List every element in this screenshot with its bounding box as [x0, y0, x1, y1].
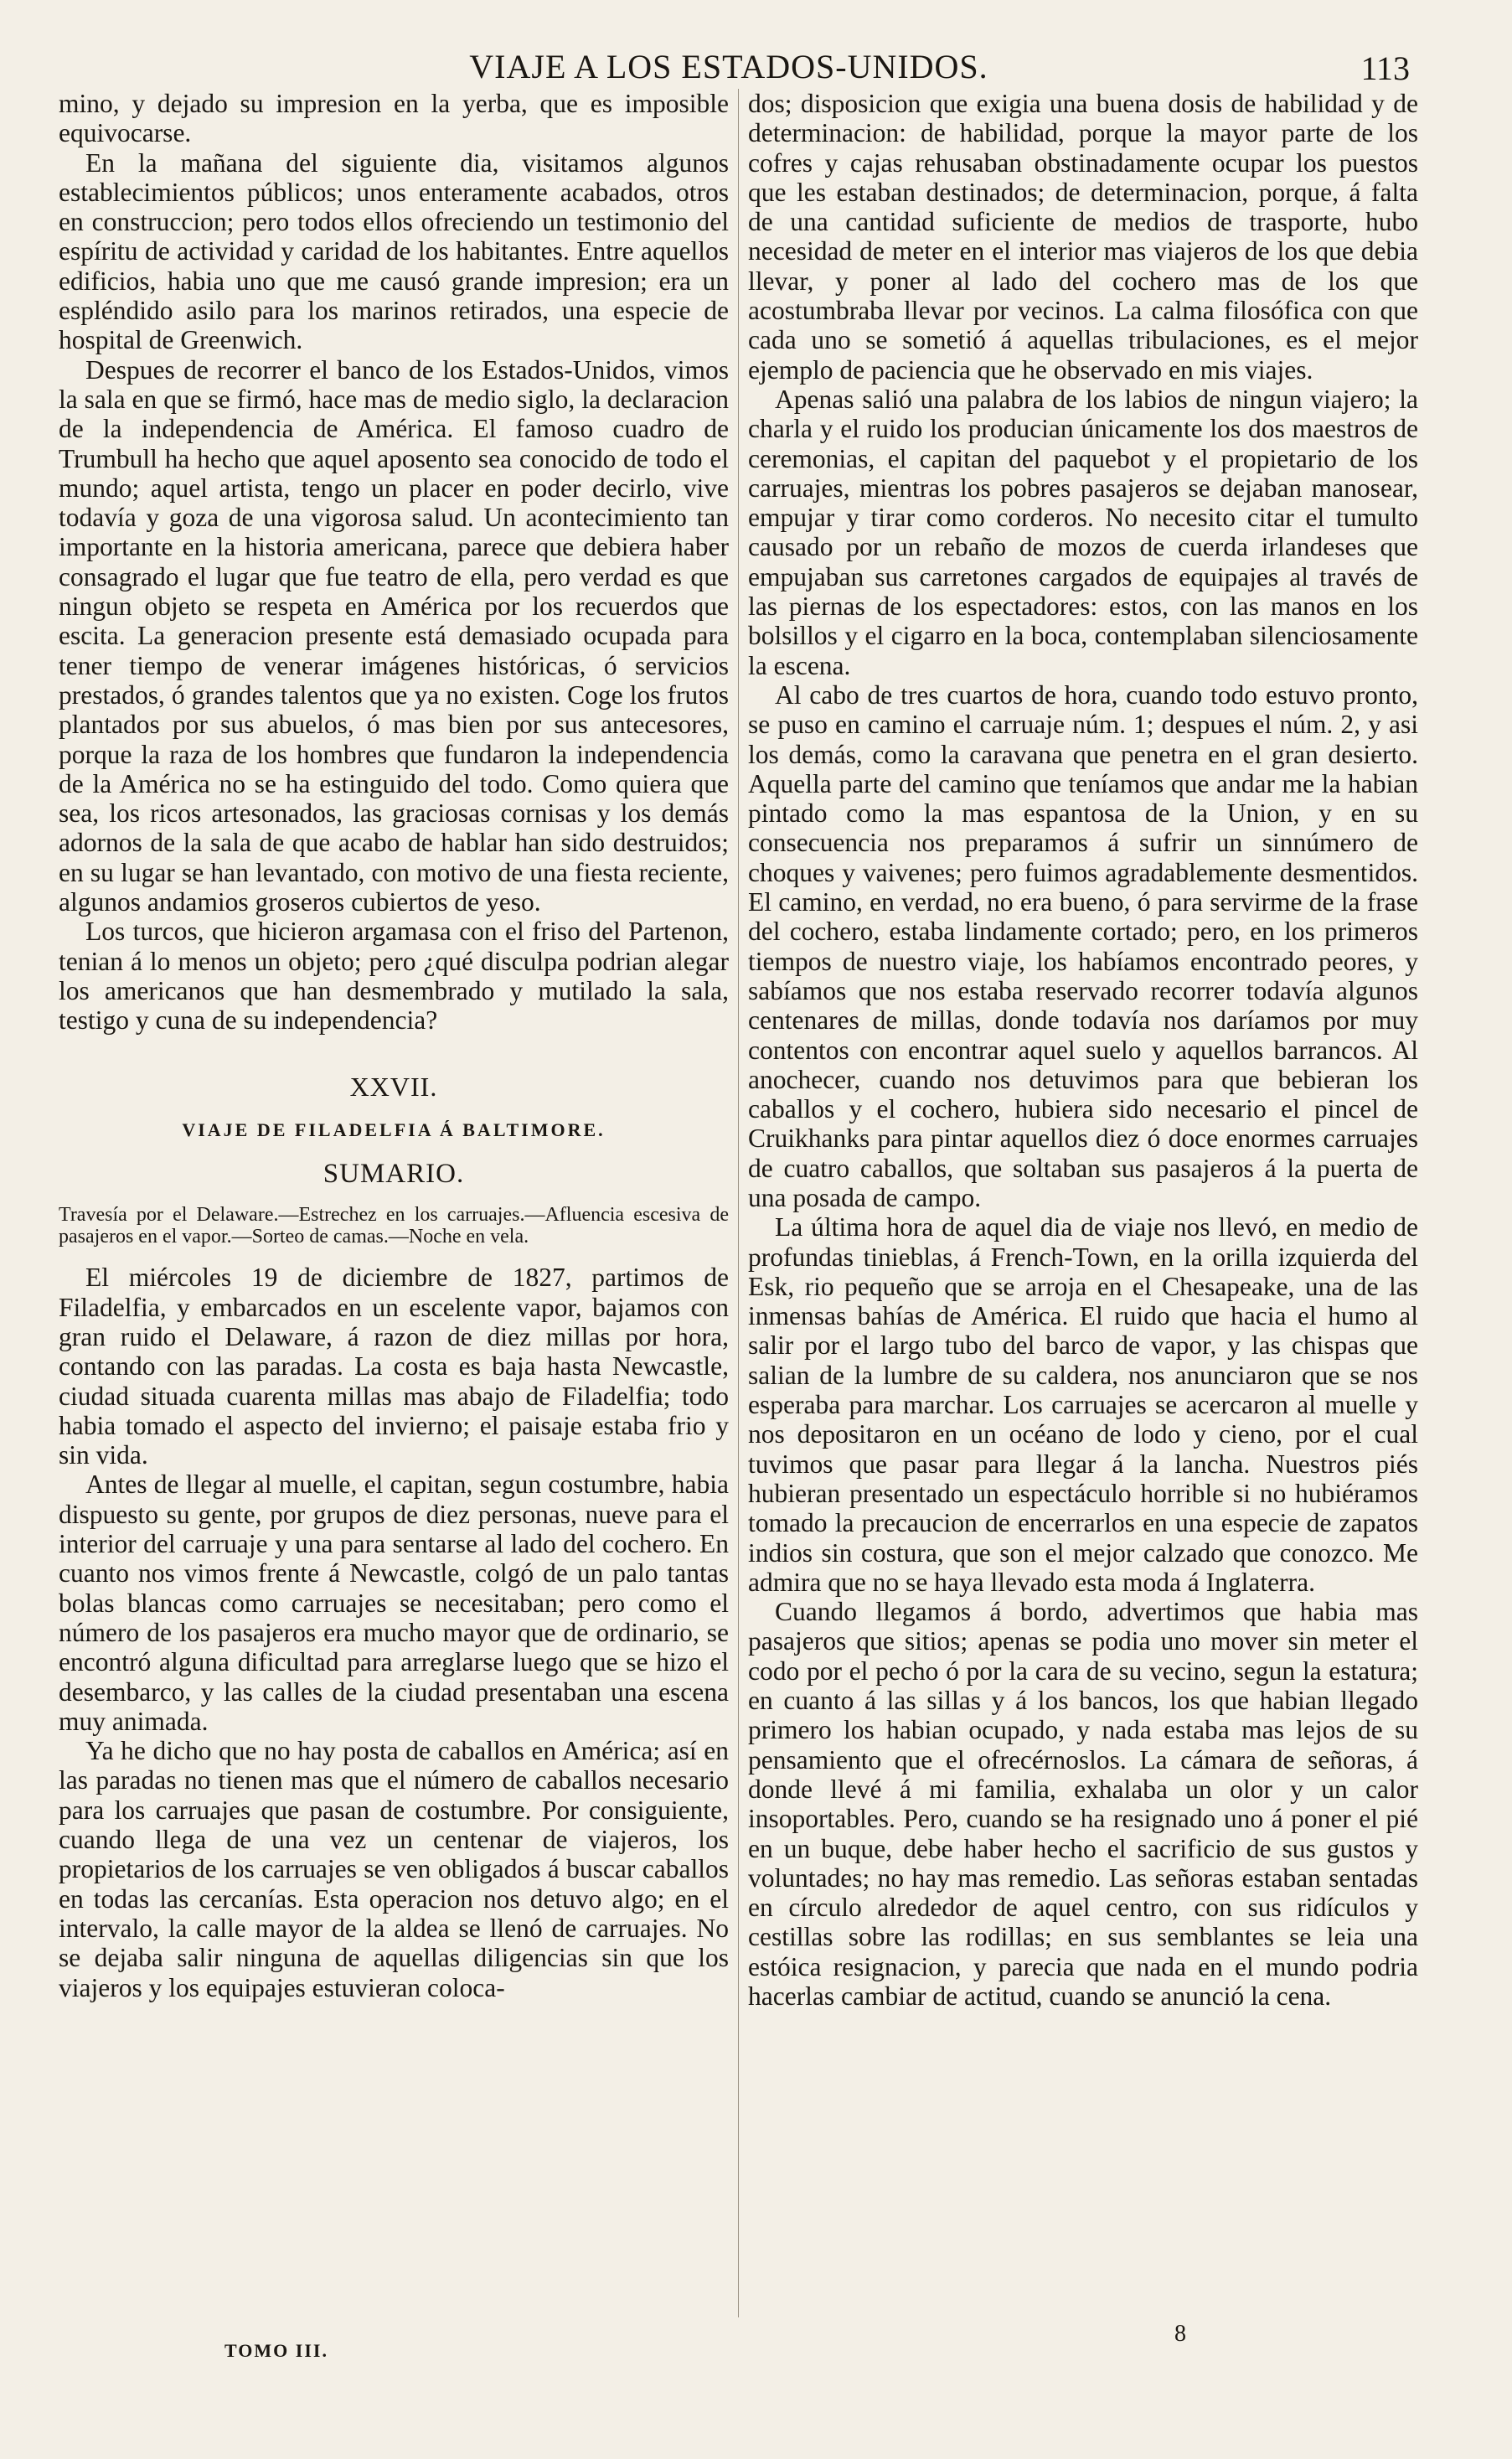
- chapter-title: VIAJE DE FILADELFIA Á BALTIMORE.: [182, 1118, 606, 1140]
- paragraph: Al cabo de tres cuartos de hora, cuando todo estuvo pronto, se puso en camino el carruaje núm. 1; despues el núm. 2, y asi los demás, como la caravana que penetra en el gran desierto. Aquella parte del camino que teníamos que andar me la habian pintado como la mas espantosa de la Union, y en su consecuencia nos preparamos á sufrir un sinnúmero de choques y vaivenes; pero fuimos agradablemente desmentidos. El camino, en verdad, no era bueno, ó para servirme de la frase del cochero, estaba lindamente cortado; pero, en los primeros tiempos de nuestro viaje, los habíamos encontrado peores, y sabíamos que nos estaba reservado recorrer todavía algunos centenares de millas, donde todavía nos daríamos por muy contentos con encontrar aquel suelo y aquellos barrancos. Al anochecer, cuando nos detuvimos para que bebieran los caballos y el cochero, hubiera sido necesario el pincel de Cruikhanks para pintar aquellos diez ó doce enormes carruajes de cuatro caballos, que soltaban sus pasajeros á la puerta de una posada de campo.: [748, 679, 1418, 1212]
- summary-heading: SUMARIO.: [323, 1159, 465, 1190]
- paragraph: mino, y dejado su impresion en la yerba, que es imposible equivocarse.: [59, 89, 729, 148]
- paragraph: En la mañana del siguiente dia, visitamos algunos establecimientos públicos; unos enteramente acabados, otros en construccion; pero todos ellos ofreciendo un testimonio del espíritu de actividad y caridad de los habitantes. Entre aquellos edificios, habia uno que me causó grande impresion; era un espléndido asilo para los marinos retirados, una especie de hospital de Greenwich.: [59, 147, 729, 355]
- page-number: 113: [1360, 49, 1410, 87]
- signature-mark: 8: [1174, 2321, 1186, 2347]
- running-title: VIAJE A LOS ESTADOS-UNIDOS.: [469, 48, 988, 85]
- paragraph: Apenas salió una palabra de los labios de ningun viajero; la charla y el ruido los producian únicamente los dos maestros de ceremonias, el capitan del paquebot y el propietario de los carruajes, mientras los pobres pasajeros se dejaban manosear, empujar y tirar como corderos. No necesito citar el tumulto causado por un rebaño de mozos de cuerda irlandeses que empujaban sus carretones cargados de equipajes al través de las piernas de los espectadores: estos, con las manos en los bolsillos y el cigarro en la boca, contemplaban silenciosamente la escena.: [748, 384, 1418, 680]
- summary-text: Travesía por el Delaware.—Estrechez en los carruajes.—Afluencia escesiva de pasajeros en el vapor.—Sorteo de camas.—Noche en vela.: [59, 1204, 729, 1248]
- volume-label: TOMO III.: [224, 2340, 328, 2361]
- paragraph: Ya he dicho que no hay posta de caballos en América; así en las paradas no tienen mas que el número de caballos necesario para los carruajes que pasan de costumbre. Por consiguiente, cuando llega de una vez un centenar de viajeros, los propietarios de los carruajes se ven obligados á buscar caballos en todas las cercanías. Esta operacion nos detuvo algo; en el intervalo, la calle mayor de la aldea se llenó de carruajes. No se dejaba salir ninguna de aquellas diligencias sin que los viajeros y los equipajes estuvieran coloca-: [59, 1736, 729, 2002]
- paragraph: dos; disposicion que exigia una buena dosis de habilidad y de determinacion: de habilidad, porque la mayor parte de los cofres y cajas rehusaban obstinadamente ocupar los puestos que les estaban destinados; de determinacion, porque, á falta de una cantidad suficiente de medios de trasporte, hubo necesidad de meter en el interior mas viajeros de los que debia llevar, y poner al lado del cochero mas de los que acostumbraba llevar por vecinos. La calma filosófica con que cada uno se sometió á aquellas tribulaciones, es el mejor ejemplo de paciencia que he observado en mis viajes.: [748, 89, 1418, 385]
- paragraph: Los turcos, que hicieron argamasa con el friso del Partenon, tenian á lo menos un objeto; pero ¿qué disculpa podrian alegar los americanos que han desmembrado y mutilado la sala, testigo y cuna de su independencia?: [59, 917, 729, 1036]
- right-column: [748, 89, 1418, 2011]
- paragraph: La última hora de aquel dia de viaje nos llevó, en medio de profundas tinieblas, á French-Town, en la orilla izquierda del Esk, rio pequeño que se arroja en el Chesapeake, una de las inmensas bahías de América. El ruido que hacia el humo al salir por el largo tubo del barco de vapor, y las chispas que salian de la lumbre de su caldera, nos anunciaron que se nos esperaba para marchar. Los carruajes se acercaron al muelle y nos depositaron en un océano de lodo y cieno, por el cual tuvimos que pasar para llegar á la lancha. Nuestros piés hubieran presentado un espectáculo horrible si no hubiéramos tomado la precaucion de encerrarlos en una especie de zapatos indios sin costura, que son el mejor calzado que conozco. Me admira que no se haya llevado esta moda á Inglaterra.: [748, 1212, 1418, 1597]
- paragraph: Despues de recorrer el banco de los Estados-Unidos, vimos la sala en que se firmó, hace mas de medio siglo, la declaracion de la independencia de América. El famoso cuadro de Trumbull ha hecho que aquel aposento sea conocido de todo el mundo; aquel artista, tengo un placer en poder decirlo, vive todavía y goza de una vigorosa salud. Un acontecimiento tan importante en la historia americana, parece que debiera haber consagrado el lugar que fue teatro de ella, pero verdad es que ningun objeto se respeta en América por los recuerdos que escita. La generacion presente está demasiado ocupada para tener tiempo de venerar imágenes históricas, ó servicios prestados, ó grandes talentos que ya no existen. Coge los frutos plantados por sus abuelos, ó mas bien por sus antecesores, porque la raza de los hombres que fundaron la independencia de la América no se ha estinguido del todo. Como quiera que sea, los ricos artesonados, las graciosas cornisas y los demás adornos de la sala de que acabo de hablar han sido destruidos; en su lugar se han levantado, con motivo de una fiesta reciente, algunos andamios groseros cubiertos de yeso.: [59, 354, 729, 917]
- paragraph: Antes de llegar al muelle, el capitan, segun costumbre, habia dispuesto su gente, por grupos de diez personas, nueve para el interior del carruaje y una para sentarse al lado del cochero. En cuanto nos vimos frente á Newcastle, colgó de un palo tantas bolas blancas como carruajes se necesitaban; pero como el número de los pasajeros era mucho mayor que de ordinario, se encontró alguna dificultad para arreglarse luego que se hizo el desembarco, y las calles de la ciudad presentaban una escena muy animada.: [59, 1470, 729, 1736]
- left-column: [59, 89, 729, 2002]
- paragraph: El miércoles 19 de diciembre de 1827, partimos de Filadelfia, y embarcados en un escelente vapor, bajamos con gran ruido el Delaware, á razon de diez millas por hora, contando con las paradas. La costa es baja hasta Newcastle, ciudad situada cuarenta millas mas abajo de Filadelfia; todo habia tomado el aspecto del invierno; el paisaje estaba frio y sin vida.: [59, 1263, 729, 1470]
- paragraph: Cuando llegamos á bordo, advertimos que habia mas pasajeros que sitios; apenas se podia uno mover sin meter el codo por el pecho ó por la cara de su vecino, segun la estatura; en cuanto á las sillas y á los bancos, los que habian llegado primero los habian ocupado, y nada estaba mas lejos de su pensamiento que el ofrecérnoslos. La cámara de señoras, á donde llevé á mi familia, exhalaba un olor y un calor insoportables. Pero, cuando se ha resignado uno á poner el pié en un buque, debe haber hecho el sacrificio de sus gustos y voluntades; no hay mas remedio. Las señoras estaban sentadas en círculo alrededor de aquel centro, con sus ridículos y cestillas sobre las rodillas; en sus semblantes se leia una estóica resignacion, y parecia que nada en el mundo podria hacerlas cambiar de actitud, cuando se anunció la cena.: [748, 1597, 1418, 2011]
- chapter-number: XXVII.: [349, 1071, 438, 1102]
- column-divider: [738, 89, 739, 2317]
